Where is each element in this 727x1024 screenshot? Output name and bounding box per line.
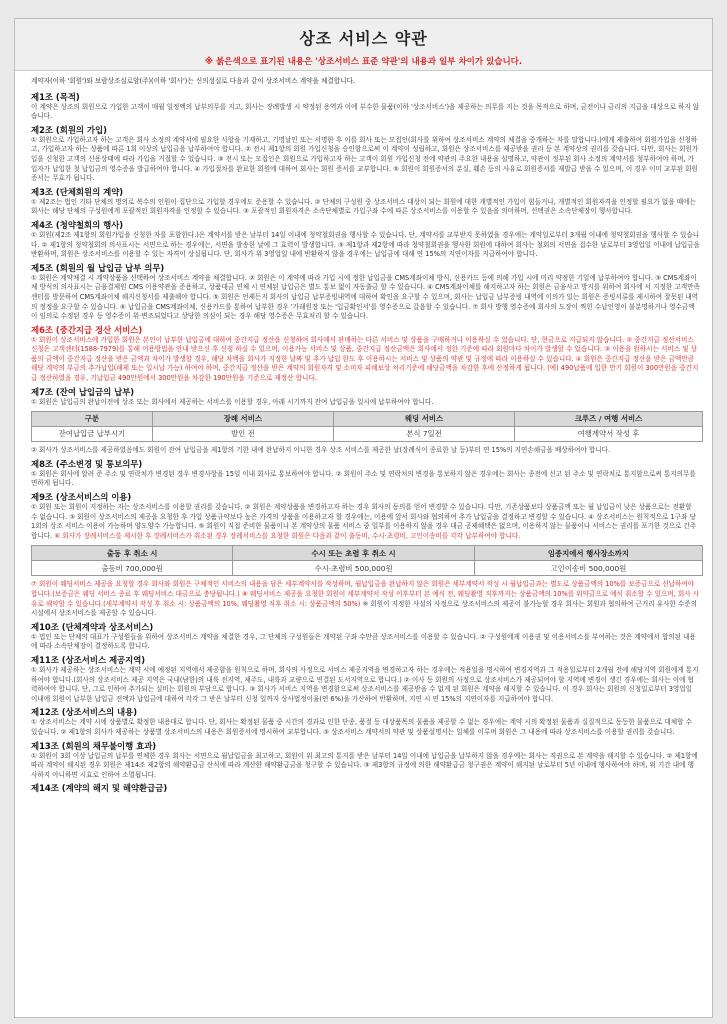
article-7 [31, 386, 700, 456]
article-title: 제8조 (주소변경 및 통보의무) [31, 458, 143, 469]
table-header-row [32, 412, 703, 427]
article-body-text: ① 회원 또는 회원이 지정하는 자는 상조서비스를 이용할 권리를 갖습니다. ② 회원은 계약상품을 변경하고자 하는 경우 회사의 동의를 얻어 변경할 수 있습니다. 다만, 기존상품보다 상품금액 또는 월 납입금이 낮은 상품으로는 전환할 수 없습니다. ③ 회원이 상조서비스의 제공을 요청한 후 가입 상품규약보다 높은 가격의 상품을 이용하고자 할 경우에는, 이용에 앞서 회사와 협의하여 추가 납입금을 결정하고 변경할 수 있습니다. ④ 상조서비스는 원칙적으로 1구좌 당 1회의 상조 서비스 이용이 가능하며 양도양수 가능합니다. ⑤ 회원이 직접 준비한 물품이나 본 계약상의 물품 서비스 중 일부를 이용하지 않을 경우 대금 공제혜택은 없으며, 이용하지 않는 물품이나 서비스는 권리를 포기한 것으로 간주합니다. [31, 503, 697, 540]
article-12 [31, 706, 700, 737]
table-cell: 출동비 700,000원 [32, 561, 233, 576]
notice-subtitle: ※ 붉은색으로 표기된 내용은 '상조서비스 표준 약관'의 내용과 일부 차이가 있습니다. [204, 57, 523, 67]
article-body [31, 580, 700, 618]
article-body [31, 503, 700, 541]
terms-header [15, 19, 712, 71]
table-header-cell: 임종지에서 행사장소까지 [474, 546, 702, 561]
terms-content [15, 71, 712, 794]
article-13 [31, 740, 700, 781]
article-1 [31, 91, 700, 122]
article-2 [31, 124, 700, 184]
article-5 [31, 262, 700, 322]
article-body: ① 회원(제2조 제1항의 회원가입을 신청한 자를 포함한다.)은 계약서를 받은 날부터 14일 이내에 청약철회권을 행사할 수 있습니다. 단, 계약서를 교부받지 못하였을 경우에는 계약일로부터 3개월 이내에 청약철회권을 행사할 수 있습니다. ② 제1항의 청약철회의 의사표시는 서면으로 하는 경우에는, 서면을 발송한 날에 그 효력이 발생합니다. ③ 제1항과 제2항에 따라 청약철회권을 행사한 회원에 대하여 회사는 철회의 서면을 접수한 날로부터 3영업일 이내에 납입금을 반환하며, 회원은 상조서비스를 이용할 수 있는 자격이 상실됩니다. 단, 회사가 위 3영업일 내에 반환하지 않을 경우에는 납입금에 대해 연 15%의 지연이자를 지급하여야 합니다. [31, 230, 700, 259]
table-cell: 고인이송비 500,000원 [474, 561, 702, 576]
article-title: 제2조 (회원의 가입) [31, 124, 107, 135]
article-title: 제3조 (단체회원의 계약) [31, 186, 124, 197]
payment-timing-table [31, 411, 703, 442]
table-cell: 잔여납입금 납부시기 [32, 427, 153, 442]
article-body: ① 회원으로 가입하고자 하는 고객은 회사 소정의 계약서에 필요한 사항을 기재하고, 기명날인 또는 서명한 후 이를 회사 또는 모집인(회사를 위하여 상조서비스 계약의 체결을 중개하는 자를 말합니다.)에게 제출하여 회원가입을 신청하고, 가입하고자 하는 상품에 따른 1회 이상의 납입금을 납부하여야 합니다. ② 전시 제1항의 회원 가입신청을 승인함으로써 이 계약이 성립하고, 회원은 상조서비스를 제공받을 권리 등 본 계약상의 권리를 갖습니다. 다만, 회사는 회원가입을 신청한 고객의 신용상태에 따라 가입을 거절할 수 있습니다. ③ 전시 또는 모집인은 회원으로 가입하고자 하는 고객이 회원 가입신청 전에 약관의 주요한 내용을 설명하고, 약관이 정부된 회사 소정의 계약서를 청부하여야 하며, 가입자가 납입한 첫 납입금의 영수증을 발급하여야 합니다. ④ 가입절차를 완료한 회원에 대하여 회사는 회원 증서를 교부합니다. ⑤ 회원이 회원증서의 분실, 훼손 등의 사유로 회원증서를 재발급 받을 수 있으며, 이 경우 이미 교부된 회원증서는 무효가 됩니다. [31, 135, 699, 183]
article-body: 이 계약은 상조의 회원으로 가입한 고객이 매월 일정액의 납부의무를 지고, 회사는 장례발생 시 약정된 용역과 이에 부수한 물품(이하 '상조서비스')을 제공하는 의무를 지는 것을 목적으로 하며, 금전이나 금리의 지급을 대상으로 하지 않습니다. [31, 102, 700, 121]
article-title: 제4조 (청약철회의 행사) [31, 219, 124, 230]
article-title: 제13조 (회원의 채무불이행 효과) [31, 740, 157, 751]
table-row [32, 561, 703, 576]
cancellation-fee-note: ⑥ 회사가 장례서비스를 제시한 후 장례서비스가 취소된 경우 장례서비스를 요청한 회원은 다음과 같이 출동비, 수시·초령비, 고인이송비를 각각 납부하여야 합니다. [54, 531, 521, 540]
page-title: 상조 서비스 약관 [299, 29, 428, 48]
table-header-cell: 웨딩 서비스 [333, 412, 514, 427]
article-body: ① 회원은 납입금의 완납이전에 상조 또는 회사에서 제공하는 서비스를 이용할 경우, 아래 시기까지 잔여 납입금을 일시에 납부하여야 합니다. [31, 397, 434, 406]
table-row [32, 427, 703, 442]
article-3 [31, 186, 700, 217]
article-body: ① 상조서비스는 계약 시에 상품별로 확정한 내용대로 합니다. 단, 회사는 확정된 물품 중 시간의 경과로 인한 단종, 품절 등 대상품목의 물품을 제공할 수 없는 경우에는 계약 시의 확정된 물품과 실질적으로 동등한 물품으로 대체할 수 있습니다. ② 제1항의 회사가 제공하는 상품별 상조서비스의 내용은 회원증서에 명시하여 교부합니다. ③ 상조서비스 계약서의 약관 및 상품설명서는 일체를 이루며 회원은 그 내용에 따라 상조서비스를 이용할 권리를 갖습니다. [31, 718, 692, 736]
article-title: 제5조 (회원의 월 납입금 납부 의무) [31, 262, 165, 273]
wedding-terms-note: ⑦ 회원이 웨딩서비스 제공을 요청할 경우 회사와 회원은 구체적인 서비스의 내용을 담은 세부계약서를 작성하며, 월납입금을 완납하지 않은 회원은 세부계약서 작성 시 월납입금과는 별도로 상품금액의 10%를 보증금으로 선납하여야 합니다.(보증금은 웨딩 서비스 종료 후 웨딩서비스 대금으로 충당됩니다.) ⑧ 웨딩서비스 제공을 요청한 회원이 세부계약서 작성 이후부터 본 예식 전, 웨딩촬영 직후까지는 상품금액의 10%를 위약금으로 예식 취소할 수 있으며, 회사 사유로 해약할 수 있습니다.(세부계약서 작성 후 취소 시: 상품금액의 10%, 웨딩촬영 직후 취소 시: 상품금액의 50%) [31, 580, 700, 608]
article-title: 제6조 (중간지급 정산 서비스) [31, 324, 143, 335]
article-title: 제12조 (상조서비스의 내용) [31, 707, 138, 718]
article-title: 제7조 (잔여 납입금의 납부) [31, 386, 135, 397]
article-4 [31, 219, 700, 260]
article-14 [31, 782, 700, 794]
article-title: 제9조 (상조서비스의 이용) [31, 492, 132, 503]
table-cell: 수시·초렴비 500,000원 [233, 561, 475, 576]
article-body: ① 회원이 3회 이상 납입금의 납부를 연체한 경우 회사는 서면으로 월납입금을 최고하고, 회원이 위 최고의 통지를 받은 날부터 14일 이내에 납입금을 납부하지 않을 경우에는 회사는 직권으로 본 계약을 해지할 수 있습니다. ② 제1항에 따라 계약이 해지된 경우 회원은 제14조 제2항의 해약환급금 산식에 따라 계산한 해약환급금을 청구할 수 있습니다. ③ 제3항의 규정에 의한 해약환급금 청구권은 계약이 해지된 날로부터 5년 이내에 행사하여야 하며, 위 기간 내에 행사하지 아니하면 시효로 인하여 소멸됩니다. [31, 751, 698, 779]
article-title: 제10조 (단체계약과 상조서비스) [31, 621, 154, 632]
article-body: ① 회원은 계약체결 시 계약상품을 선택하여 상조서비스 계약을 체결합니다. ② 회원은 이 계약에 따라 가입 시에 정한 납입금을 CMS계좌이체 방식, 신용카드 등에 의해 가입 시에 미리 약정한 기일에 납부하여야 합니다. ③ CMS계좌이체 방식의 의사표시는 금융결제원 CMS 이용약관을 준용하고, 상품대금 연체 시 연체된 납입금은 별도 통보 없이 자동출금 할 수 있습니다. ④ CMS계좌이체를 해지하고자 하는 회원은 금융사고 방지를 위하여 회사에 서 지정한 고객만족센터를 방문하여 CMS계좌이체 해지신청서를 제출해야 합니다. ⑤ 회원은 언제든지 회사의 납입금 납부증빙내역에 대하여 확인을 요구할 수 있으며, 회사는 납입금 납부증빙 내역에 이의가 있는 회원은 증빙서류를 제시하여 잘못된 내역의 정정을 요구할 수 있습니다. ⑥ 납입금을 CMS계좌이체, 신용카드를 통하여 납부한 경우 '가래원장 또는 '입금확인서'를 영수증으로 갈음할 수 있습니다. ⑦ 회사 방행 영수증에 회사의 도장이 찍힌 수납인영이 불분명하거나 영수금액이 임의로 수정된 경우 등 영수증이 위·변조되었다고 상당한 의심이 되는 경우 해당 영수증은 무효처리 할 수 있습니다. [31, 273, 700, 321]
article-body-text: ⑨ 회원이 지정한 사설의 사정으로 상조서비스의 제공이 불가능할 경우 회사는 회원과 협의하여 근거리 유사한 수준의 시설에서 상조서비스를 제공할 수 있습니다. [31, 599, 698, 618]
article-title: 제1조 (목적) [31, 91, 80, 102]
article-body: ① 회원은 회사에 알려 준 주소 및 연락처가 변경된 경우 변경사항을 15일 이내 회사로 통보하여야 합니다. ② 회원이 주소 및 연락처의 변경을 통보하지 않은 경우에는 회사는 종전에 신고 된 주소 및 연락처로 통지함으로써 통지의무를 면하게 됩니다. [31, 469, 696, 488]
intro-text: 계약자(이하 '회원')와 보람상조실로암(주)(이하 '회사')는 신의성실로 다음과 같이 상조서비스 계약을 체결합니다. [31, 77, 355, 85]
article-body: ① 회원이 상조서비스에 가입한 회원은 본인이 납부한 납입금에 대하여 중간지급 정산을 신청하여 회사에서 판매하는 다른 서비스 및 상품을 구매하거나 이용하실 수 있습니다. 단, 현금으로 지급되지 않습니다. ② 중간지급 정산서비스 신청은 고객센터(1588-7979)를 통해 이용방법을 안내 받으신 후 신청 하실 수 있으며, 이용가능 서비스 및 상품, 중간지급 정산금액은 회사에서 정한 기준에 따라 회원마다 차이가 발생할 수 있습니다. ③ 이용을 원하시는 서비스 및 상품의 금액이 중간지급 정산을 받은 금액과 차이가 발생할 경우, 해당 차액을 회사가 지정한 날짜 및 추가 납입 한도 후 이용하시는 서비스 및 상품의 약관 및 규정에 따라 이용하실 수 있습니다. ④ 회원은 중간지급 정산을 받은 금액만큼 해당 계약의 부금의 추가납입(해제 또는 일시납 가능) 하여야 하며, 중간지급 정산을 받은 계약의 회원자격 및 소비자 피해보상 처리기준에 해당금액을 차감한 후에 산정하게 됩니다. (예) 490납품에 입한 만기 회원이 300만원을 중간지급 정산하였을 경우, 기납입금 490만원에서 300만원을 차감한 190만원을 기준으로 재정산 합니다. [31, 335, 699, 383]
article-body: ① 회사가 제공하는 상조서비스는 계약 시에 예정된 지역에서 제공함을 원칙으로 하며, 회사의 사정으로 서비스 제공지역을 변경하고자 하는 경우에는 적용일을 명시하여 변경지역과 그 적용일로부터 2개월 전에 해당지역 회원에게 통지하여야 합니다.(회사의 상조서비스 제공 지역은 국내(남한)의 내륙 전지역, 제주도, 내륙과 교량으로 연결된 도서지역으로 합니다.) ② 이사 등 회원의 사정으로 상조서비스가 제공되어야 할 지역에 변경이 생긴 경우에는 회사는 이에 협력하여야 합니다. 단, 그로 인하여 추가되는 실비는 회원의 부담으로 합니다. ③ 회사가 서비스 지역을 변경함으로써 상조서비스를 제공받을 수 없게 된 회원은 계약을 해지할 수 있습니다. 이 경우 회사는 회원의 신청일로부터 3영업일 이내에 회원이 납부한 납입금 전액과 납입금에 대하여 각각 그 받은 날부터 신청 일까지 상사법정이율(연 6%)을 가산하여 반환하며, 지연 시 연 15%의 지연이자를 지급하여야 합니다. [31, 665, 699, 703]
terms-page [14, 18, 713, 1018]
cancellation-fee-table [31, 545, 703, 576]
article-9 [31, 491, 700, 619]
table-header-cell: 크루즈 / 여행 서비스 [515, 412, 703, 427]
article-body: ② 회사가 상조서비스를 제공하였음에도 회원이 잔여 납입금을 제1항의 기한 내에 완납하지 아니한 경우 상조 서비스를 제공한 날(장례식이 종료한 날 등)부터 연 15%의 지연손해금을 배상하여야 합니다. [31, 446, 611, 455]
article-10 [31, 621, 700, 652]
table-cell: 본식 7일전 [333, 427, 514, 442]
table-header-cell: 구분 [32, 412, 153, 427]
table-cell: 발인 전 [152, 427, 333, 442]
article-8 [31, 458, 700, 489]
article-11 [31, 654, 700, 704]
table-header-cell: 수시 또는 초렴 후 취소 시 [233, 546, 475, 561]
table-header-cell: 출동 후 취소 시 [32, 546, 233, 561]
article-body: ① 법인 또는 단체의 대표가 구성원들을 위하여 상조서비스 계약을 체결한 경우, 그 단체의 구성원들은 계약된 구좌 수만큼 상조서비스를 이용할 수 있습니다. ② 구성원에게 이용권 및 이용서비스를 부여하는 것은 계약에서 합의된 내용에 따라 소속단체장이 결정하도록 합니다. [31, 632, 696, 651]
article-6 [31, 324, 700, 384]
article-body: ① 제2조는 법인 기타 단체의 명의로 복수의 인원이 집단으로 가입할 경우에도 준용할 수 있습니다. ② 단체의 구성원 중 상조서비스 대상이 되는 회원에 대한 개별적인 가입이 힘들거나, 개별적인 회원자격을 인정할 필요가 없을 때에는 회사는 해당 단체의 구성원에게 포괄적인 회원자격을 인정할 수 있습니다. ③ 포괄적인 회원자격은 소속단체별로 가입구좌 수에 따른 상조서비스를 이용할 수 있음을 의미하며, 선택권은 소속단체장이 행사합니다. [31, 197, 696, 216]
table-cell: 여행계약서 작성 후 [515, 427, 703, 442]
table-header-cell: 장례 서비스 [152, 412, 333, 427]
article-title: 제11조 (상조서비스 제공지역) [31, 654, 146, 665]
article-title: 제14조 (계약의 해지 및 해약환급금) [31, 783, 168, 794]
table-header-row [32, 546, 703, 561]
